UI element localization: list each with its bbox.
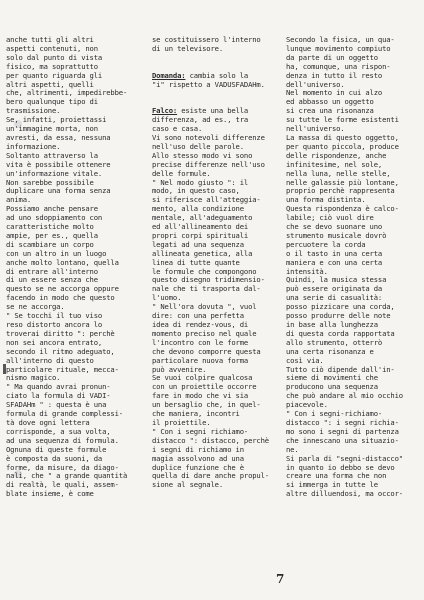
text-line: posso produrre delle note bbox=[286, 311, 391, 321]
text-line: da parte di un oggetto bbox=[286, 52, 378, 62]
text-line: creare una forma che non bbox=[286, 471, 387, 481]
text-line: " Se tocchi il tuo viso bbox=[6, 311, 103, 321]
text-line: delle rispondenze, anche bbox=[286, 150, 387, 160]
text-line: vita è possibile ottenere bbox=[6, 159, 111, 169]
text-line: le formule che compongono bbox=[152, 266, 257, 276]
text-line: Questa rispondenza è calco- bbox=[286, 204, 399, 214]
text-line: posso pizzicare una corda, bbox=[286, 302, 395, 312]
text-line: fisico, ma soprattutto bbox=[6, 61, 98, 71]
text-line: dell'universo. bbox=[286, 79, 345, 89]
text-line: Soltanto attraverso la bbox=[6, 150, 98, 160]
text-line: si riferisce all'atteggia- bbox=[152, 195, 261, 205]
text-line: Se vuoi colpire qualcosa bbox=[152, 373, 253, 383]
text-line: di un essere senza che bbox=[6, 275, 98, 285]
text-line: anche tutti gli altri bbox=[6, 35, 94, 44]
text-line: Se, infatti, proiettassi bbox=[6, 115, 107, 125]
text-line: allineata genetica, alla bbox=[152, 248, 253, 258]
text-line: "i" rispetto a VADUSFADAHm. bbox=[152, 79, 265, 89]
text-line: trasmissione. bbox=[6, 106, 61, 116]
text-line: o il tasto in una certa bbox=[286, 248, 383, 258]
text-line: precise differenze nell'uso bbox=[152, 159, 265, 169]
text-line: per quanto piccola, produce bbox=[286, 141, 399, 151]
text-line: un'immagine morta, non bbox=[6, 124, 98, 134]
text-line: Si parla di "segni-distacco" bbox=[286, 453, 403, 463]
text-line: ed abbasso un oggetto bbox=[286, 97, 374, 107]
text-line: così via. bbox=[286, 355, 324, 365]
text-line: che se devo suonare uno bbox=[286, 222, 383, 232]
text-line: " Con i segni-richiamo- bbox=[286, 409, 383, 419]
text-line: momento preciso nel quale bbox=[152, 328, 257, 338]
text-line: si immerga in tutte le bbox=[286, 480, 378, 490]
text-line: di un televisore. bbox=[152, 43, 224, 53]
text-line: solo dal punto di vista bbox=[6, 52, 103, 62]
text-line: intensità. bbox=[286, 266, 328, 276]
text-line: percuotere la corda bbox=[286, 239, 366, 249]
text-line: particolare nuova forma bbox=[152, 355, 249, 365]
text-line: altre dilluendosi, ma occor- bbox=[286, 489, 403, 499]
text-line: è composta da suoni, da bbox=[6, 453, 103, 463]
text-line: nella luna, nelle stelle, bbox=[286, 168, 391, 178]
text-line: l'uomo. bbox=[152, 293, 182, 303]
text-line: ad una sequenza di formula. bbox=[6, 435, 119, 445]
text-line: allo strumento, otterrò bbox=[286, 337, 383, 347]
text-line: sieme di movimenti che bbox=[286, 373, 378, 383]
text-line: distacco ": i segni richia- bbox=[286, 417, 399, 427]
text-line: se costituissero l'interno bbox=[152, 35, 261, 44]
text-line: Non sarebbe possibile bbox=[6, 177, 94, 187]
text-line: un bersaglio che, in quel- bbox=[152, 400, 261, 410]
text-line: per quanto riguarda gli bbox=[6, 70, 103, 80]
text-line: Nel momento in cui alzo bbox=[286, 88, 383, 98]
text-line: ed all'allineamento dei bbox=[152, 222, 249, 232]
text-line: idea di rendez-vous, di bbox=[152, 320, 249, 329]
text-line: di entrare all'interno bbox=[6, 266, 98, 276]
text-line: maniera e con una certa bbox=[286, 257, 383, 267]
text-line: reso distorto ancora lo bbox=[6, 320, 103, 329]
text-line: " Nell'ora dovuta ", vuol bbox=[152, 302, 257, 312]
text-line: forme, da misure, da diago- bbox=[6, 462, 119, 472]
text-line: infinitesime, nel sole, bbox=[286, 159, 383, 169]
text-line: mentale, all'adeguamento bbox=[152, 213, 253, 223]
text-line: nell'uso delle parole. bbox=[152, 141, 244, 151]
text-line: producono una sequenza bbox=[286, 382, 378, 392]
text-line: formula di grande complessi- bbox=[6, 409, 123, 419]
text-line: può avvenire. bbox=[152, 364, 207, 374]
text-line: se ne accorga. bbox=[6, 302, 65, 312]
text-line: aspetti contenuti, non bbox=[6, 43, 98, 53]
text-line: modo, in questo caso, bbox=[152, 186, 240, 196]
text-line: differenza, ad es., tra bbox=[152, 115, 249, 125]
text-line: in quanto io debbo se devo bbox=[286, 462, 395, 472]
text-line: delle formule. bbox=[152, 168, 211, 178]
text-line: una certa risonanza e bbox=[286, 346, 374, 356]
text-line: mo sono i segni di partenza bbox=[286, 426, 399, 436]
text-line: nelle galassie più lontane, bbox=[286, 177, 399, 187]
text-column-left bbox=[6, 36, 144, 499]
text-line: distacco ": distacco, perchè bbox=[152, 435, 269, 445]
text-line: Domanda: cambia solo la bbox=[152, 70, 249, 80]
text-line: nali, che " a grande quantità bbox=[6, 471, 128, 481]
text-line: può essere originata da bbox=[286, 284, 383, 294]
text-line: facendo in modo che questo bbox=[6, 293, 115, 303]
text-line: una forma distinta. bbox=[286, 195, 366, 205]
text-line: bero qualunque tipo di bbox=[6, 97, 98, 107]
text-line: piacevole. bbox=[286, 400, 328, 410]
text-line: di scambiare un corpo bbox=[6, 239, 94, 249]
text-line: denza in tutto il resto bbox=[286, 70, 383, 80]
text-line: La massa di questo oggetto, bbox=[286, 132, 399, 142]
text-line: di realtà, le quali, assem- bbox=[6, 480, 119, 490]
text-line: una serie di casualità: bbox=[286, 293, 383, 303]
text-line: avresti, da essa, nessuna bbox=[6, 132, 111, 142]
text-line: caso e casa. bbox=[152, 124, 203, 134]
text-line: Possiamo anche pensare bbox=[6, 204, 98, 214]
text-line: fare in modo che vi sia bbox=[152, 391, 249, 401]
text-line: nell'universo. bbox=[286, 124, 345, 134]
text-line: in base alla lunghezza bbox=[286, 320, 378, 329]
text-line: ha, comunque, una rispon- bbox=[286, 61, 391, 71]
text-line: proprio perchè rappresenta bbox=[286, 186, 395, 196]
text-line: sione al segnale. bbox=[152, 480, 224, 490]
text-line: che può andare al mio occhio bbox=[286, 391, 403, 401]
text-line: con un proiettile occorre bbox=[152, 382, 257, 392]
text-line: legati ad una sequenza bbox=[152, 239, 244, 249]
text-line: Falco: esiste una bella bbox=[152, 106, 249, 116]
text-line: blate insieme, è come bbox=[6, 489, 94, 499]
text-line: " Con i segni richiamo- bbox=[152, 426, 249, 436]
text-line: duplicare una forma senza bbox=[6, 186, 111, 196]
text-line: SFADAHm " : questa è una bbox=[6, 400, 107, 410]
text-line: ampie, per es., quella bbox=[6, 230, 98, 240]
text-line: che, altrimenti, impedirebbe- bbox=[6, 88, 128, 98]
text-line: anche molto lontano, quella bbox=[6, 257, 119, 267]
text-line: non sei ancora entrato, bbox=[6, 337, 103, 347]
text-line: i segni di richiamo in bbox=[152, 444, 244, 454]
text-line: l'incontro con le forme bbox=[152, 337, 249, 347]
text-line: anima. bbox=[6, 195, 32, 205]
text-line: Tutto ciò dipende dall'in- bbox=[286, 364, 395, 374]
text-line: " Nel modo giusto ": il bbox=[152, 177, 249, 187]
page-number: 7 bbox=[276, 572, 285, 586]
text-line: ciato la formula di VADI- bbox=[6, 391, 111, 401]
text-line: " Ma quando avrai pronun- bbox=[6, 382, 111, 392]
text-line: altri aspetti, quelli bbox=[6, 79, 94, 89]
text-line: che maniera, incontri bbox=[152, 409, 240, 419]
text-column-middle bbox=[152, 36, 284, 490]
text-line: lunque movimento compiuto bbox=[286, 43, 391, 53]
text-line: che devono comporre questa bbox=[152, 346, 261, 356]
text-line: informazione. bbox=[6, 141, 61, 151]
text-line: il proiettile. bbox=[152, 417, 211, 427]
text-line: mento, alla condizione bbox=[152, 204, 244, 214]
text-line: duplice funzione che è bbox=[152, 462, 244, 472]
text-line: dire: con una perfetta bbox=[152, 311, 244, 321]
text-line bbox=[152, 89, 284, 98]
text-line: strumento musicale dovrò bbox=[286, 230, 387, 240]
text-line: un'informazione vitale. bbox=[6, 168, 103, 178]
text-line: Ognuna di queste formule bbox=[6, 444, 107, 454]
text-line: con un altro in un luogo bbox=[6, 248, 107, 258]
text-column-right bbox=[286, 36, 420, 499]
text-line: secondo il ritmo adeguato, bbox=[6, 346, 115, 356]
text-line: magia assolvono ad una bbox=[152, 453, 244, 463]
text-line: Allo stesso modo vi sono bbox=[152, 150, 253, 160]
text-line: propri corpi spirituali bbox=[152, 230, 249, 240]
text-line: nismo magico. bbox=[6, 373, 61, 383]
text-line: corrisponde, a sua volta, bbox=[6, 426, 111, 436]
text-line: troverai diritto ": perchè bbox=[6, 328, 115, 338]
text-line: quella di dare anche propul- bbox=[152, 471, 269, 481]
text-line: caratteristiche molto bbox=[6, 222, 94, 232]
text-line: si crea una risonanza bbox=[286, 106, 374, 116]
text-line: ad uno sdoppiamento con bbox=[6, 213, 103, 223]
text-line: all'interno di questo bbox=[6, 355, 94, 365]
text-line: di questa corda rapportata bbox=[286, 328, 395, 338]
text-line: nale che ti trasporta dal- bbox=[152, 284, 261, 294]
text-line: che innescano una situazio- bbox=[286, 435, 399, 445]
text-line: linea di tutte quante bbox=[152, 257, 240, 267]
text-line: Secondo la fisica, un qua- bbox=[286, 35, 395, 44]
text-line: Vi sono notevoli differenze bbox=[152, 132, 265, 142]
text-line: questo disegno tridimensio- bbox=[152, 275, 265, 285]
text-line: tà dove ogni lettera bbox=[6, 417, 90, 427]
text-line: labile; ciò vuol dire bbox=[286, 213, 374, 223]
text-line: particolare rituale, mecca- bbox=[6, 364, 119, 374]
text-line: ne. bbox=[286, 444, 299, 454]
text-line: questo se ne accorga oppure bbox=[6, 284, 119, 294]
text-line: su tutte le forme esistenti bbox=[286, 115, 399, 125]
text-line: Quindi, la musica stessa bbox=[286, 275, 387, 285]
text-line bbox=[152, 54, 284, 63]
